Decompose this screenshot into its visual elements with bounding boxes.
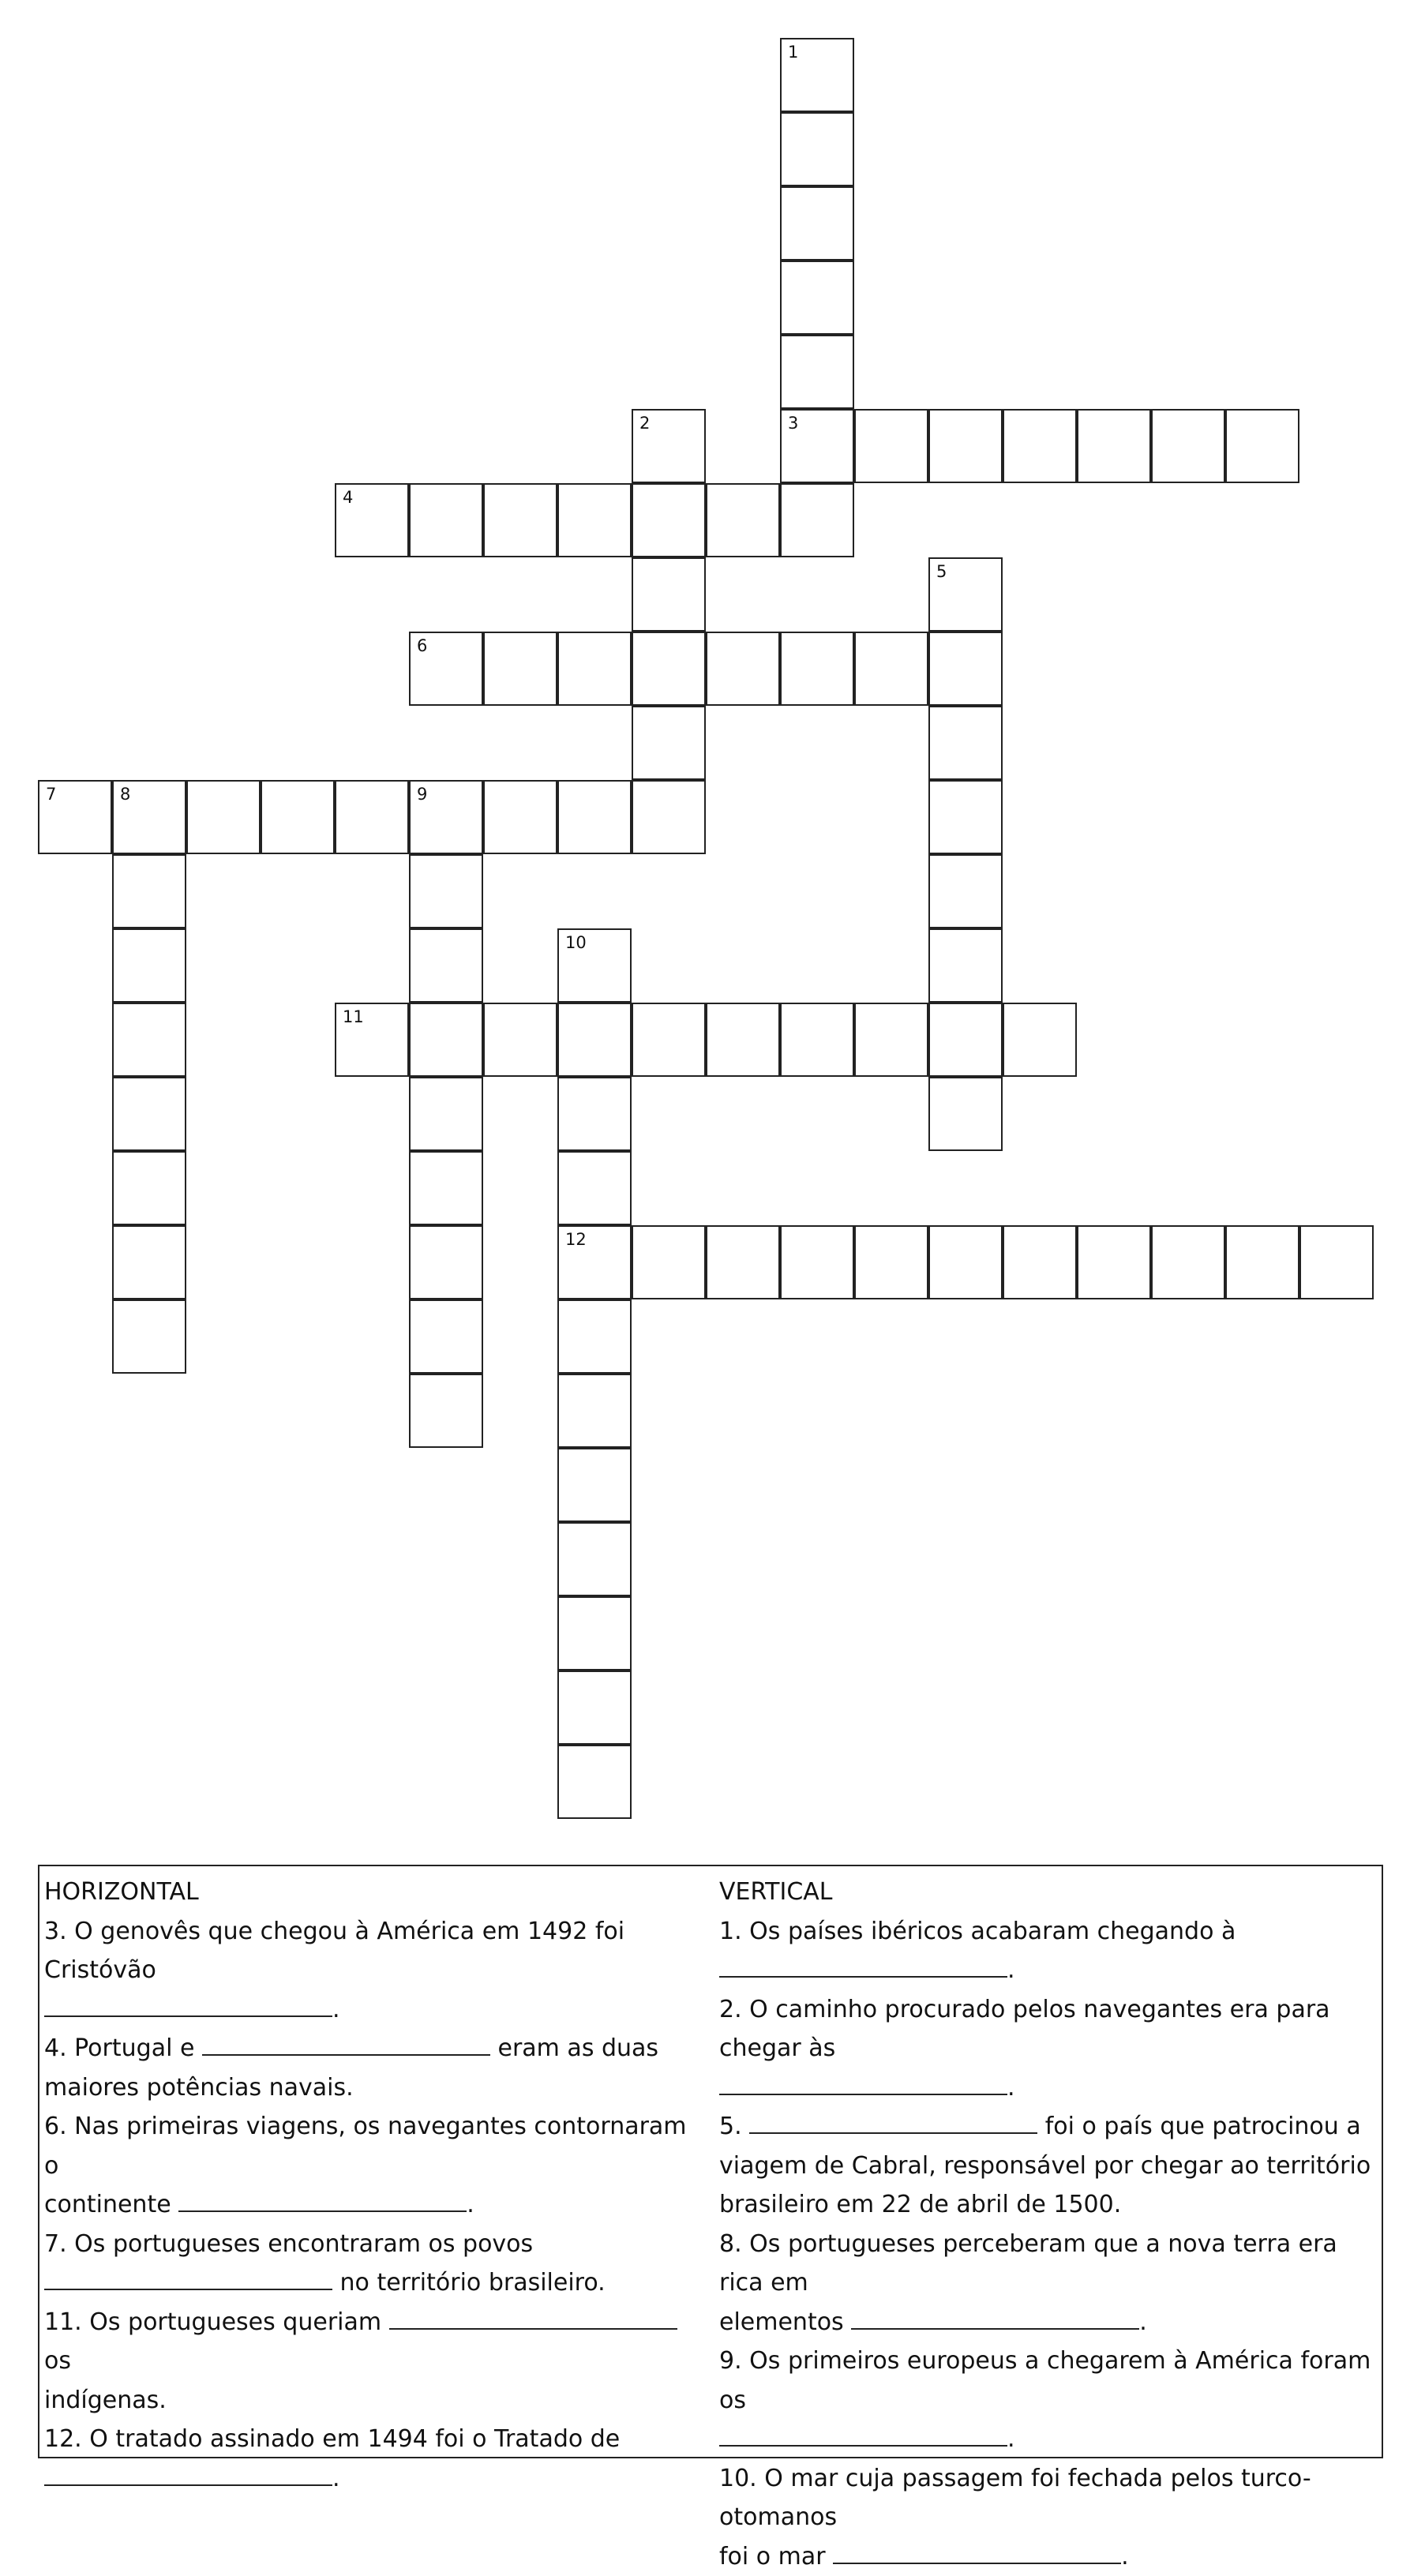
grid-cell[interactable]: [1003, 1003, 1077, 1077]
grid-cell[interactable]: [409, 1374, 483, 1448]
grid-cell[interactable]: [706, 483, 780, 557]
grid-cell[interactable]: [928, 854, 1003, 928]
horizontal-heading: HORIZONTAL: [44, 1873, 706, 1912]
grid-cell[interactable]: [706, 632, 780, 706]
clue-number: 7: [46, 786, 56, 803]
clue-11-across: 11. Os portugueses queriam os: [44, 2303, 706, 2381]
clue-number: 2: [639, 415, 650, 432]
answer-blank: [719, 2071, 1007, 2095]
grid-cell[interactable]: [928, 1003, 1003, 1077]
grid-cell[interactable]: [632, 780, 706, 854]
clue-9-down-blank-line: .: [719, 2420, 1381, 2459]
grid-cell[interactable]: [1003, 409, 1077, 483]
grid-cell[interactable]: [1003, 1225, 1077, 1299]
grid-cell[interactable]: [483, 632, 557, 706]
grid-cell[interactable]: [780, 483, 854, 557]
clue-1-down: 1. Os países ibéricos acabaram chegando à: [719, 1912, 1381, 1952]
grid-cell[interactable]: [854, 1225, 928, 1299]
clue-number: 1: [788, 44, 798, 61]
clue-7-across-cont: no território brasileiro.: [44, 2263, 706, 2303]
answer-blank: [851, 2305, 1139, 2330]
answer-blank: [719, 1954, 1007, 1978]
grid-cell[interactable]: [557, 1151, 632, 1225]
grid-cell[interactable]: [557, 1374, 632, 1448]
grid-cell[interactable]: [557, 632, 632, 706]
grid-cell[interactable]: [409, 1299, 483, 1374]
answer-blank: [833, 2540, 1121, 2564]
grid-cell[interactable]: [928, 706, 1003, 780]
grid-cell[interactable]: [1225, 409, 1299, 483]
grid-cell[interactable]: [112, 780, 186, 854]
grid-cell[interactable]: [557, 1745, 632, 1819]
grid-cell[interactable]: [1077, 1225, 1151, 1299]
answer-blank: [44, 2267, 332, 2291]
clue-11-across-cont: indígenas.: [44, 2381, 706, 2420]
grid-cell[interactable]: [1299, 1225, 1374, 1299]
grid-cell[interactable]: [1151, 409, 1225, 483]
grid-cell[interactable]: [557, 1077, 632, 1151]
grid-cell[interactable]: [38, 780, 112, 854]
grid-cell[interactable]: [706, 1225, 780, 1299]
grid-cell[interactable]: [780, 335, 854, 409]
clue-number: 4: [343, 489, 353, 506]
grid-cell[interactable]: [1151, 1225, 1225, 1299]
clue-10-down: 10. O mar cuja passagem foi fechada pelos turco-otomanos: [719, 2459, 1381, 2537]
grid-cell[interactable]: [854, 409, 928, 483]
clue-number: 8: [120, 786, 130, 803]
grid-cell[interactable]: [409, 854, 483, 928]
grid-cell[interactable]: [557, 1522, 632, 1596]
answer-blank: [178, 2188, 467, 2213]
clue-6-across: 6. Nas primeiras viagens, os navegantes contornaram o: [44, 2107, 706, 2185]
clue-number: 11: [343, 1009, 364, 1026]
grid-cell[interactable]: [780, 261, 854, 335]
grid-cell[interactable]: [557, 1299, 632, 1374]
clue-4-across-cont: maiores potências navais.: [44, 2068, 706, 2108]
horizontal-clues: [44, 1873, 706, 2498]
grid-cell[interactable]: [557, 928, 632, 1003]
grid-cell[interactable]: [928, 409, 1003, 483]
grid-cell[interactable]: [632, 1003, 706, 1077]
clues-box: [38, 1865, 1383, 2458]
grid-cell[interactable]: [112, 1299, 186, 1374]
grid-cell[interactable]: [409, 1151, 483, 1225]
grid-cell[interactable]: [186, 780, 261, 854]
clue-number: 10: [565, 935, 587, 951]
clue-5-down: 5. foi o país que patrocinou a: [719, 2107, 1381, 2147]
clue-1-down-blank-line: .: [719, 1951, 1381, 1990]
grid-cell[interactable]: [780, 409, 854, 483]
clue-number: 5: [936, 564, 947, 580]
clue-4-across: 4. Portugal e eram as duas: [44, 2029, 706, 2068]
grid-cell[interactable]: [780, 632, 854, 706]
grid-cell[interactable]: [112, 928, 186, 1003]
clue-5-down-cont2: brasileiro em 22 de abril de 1500.: [719, 2185, 1381, 2225]
grid-cell[interactable]: [780, 112, 854, 186]
answer-blank: [44, 1993, 332, 2017]
answer-blank: [389, 2305, 677, 2330]
grid-cell[interactable]: [928, 780, 1003, 854]
grid-cell[interactable]: [335, 483, 409, 557]
grid-cell[interactable]: [1225, 1225, 1299, 1299]
grid-cell[interactable]: [780, 186, 854, 261]
grid-cell[interactable]: [557, 1596, 632, 1670]
grid-cell[interactable]: [112, 1151, 186, 1225]
vertical-clues: [719, 1873, 1381, 2576]
answer-blank: [44, 2462, 332, 2486]
clue-10-down-cont: foi o mar .: [719, 2537, 1381, 2576]
answer-blank: [749, 2110, 1037, 2135]
grid-cell[interactable]: [112, 1077, 186, 1151]
grid-cell[interactable]: [112, 1225, 186, 1299]
clue-12-across-blank-line: .: [44, 2459, 706, 2499]
grid-cell[interactable]: [112, 1003, 186, 1077]
grid-cell[interactable]: [928, 557, 1003, 632]
grid-cell[interactable]: [409, 632, 483, 706]
grid-cell[interactable]: [557, 780, 632, 854]
grid-cell[interactable]: [854, 632, 928, 706]
grid-cell[interactable]: [409, 928, 483, 1003]
grid-cell[interactable]: [854, 1003, 928, 1077]
clue-2-down-blank-line: .: [719, 2068, 1381, 2108]
clue-5-down-cont: viagem de Cabral, responsável por chegar ao território: [719, 2147, 1381, 2186]
clue-7-across: 7. Os portugueses encontraram os povos: [44, 2225, 706, 2264]
clue-3-across-blank-line: .: [44, 1990, 706, 2030]
grid-cell[interactable]: [780, 1003, 854, 1077]
grid-cell[interactable]: [483, 780, 557, 854]
grid-cell[interactable]: [261, 780, 335, 854]
clue-number: 9: [417, 786, 427, 803]
grid-cell[interactable]: [409, 1003, 483, 1077]
clue-3-across: 3. O genovês que chegou à América em 1492 foi Cristóvão: [44, 1912, 706, 1990]
vertical-heading: VERTICAL: [719, 1873, 1381, 1912]
clue-12-across: 12. O tratado assinado em 1494 foi o Tratado de: [44, 2420, 706, 2459]
clue-2-down: 2. O caminho procurado pelos navegantes era para chegar às: [719, 1990, 1381, 2068]
grid-cell[interactable]: [928, 1077, 1003, 1151]
grid-cell[interactable]: [409, 483, 483, 557]
grid-cell[interactable]: [780, 1225, 854, 1299]
grid-cell[interactable]: [557, 1003, 632, 1077]
grid-cell[interactable]: [557, 1448, 632, 1522]
grid-cell[interactable]: [335, 1003, 409, 1077]
grid-cell[interactable]: [928, 1225, 1003, 1299]
clue-8-down: 8. Os portugueses perceberam que a nova terra era rica em: [719, 2225, 1381, 2303]
grid-cell[interactable]: [335, 780, 409, 854]
clue-9-down: 9. Os primeiros europeus a chegarem à América foram os: [719, 2342, 1381, 2420]
grid-cell[interactable]: [1077, 409, 1151, 483]
clue-6-across-cont: continente .: [44, 2185, 706, 2225]
grid-cell[interactable]: [706, 1003, 780, 1077]
clue-number: 3: [788, 415, 798, 432]
grid-cell[interactable]: [409, 1077, 483, 1151]
grid-cell[interactable]: [632, 409, 706, 483]
grid-cell[interactable]: [928, 632, 1003, 706]
grid-cell[interactable]: [483, 1003, 557, 1077]
clue-number: 12: [565, 1232, 587, 1248]
answer-blank: [719, 2423, 1007, 2447]
grid-cell[interactable]: [632, 1225, 706, 1299]
grid-cell[interactable]: [557, 483, 632, 557]
grid-cell[interactable]: [409, 1225, 483, 1299]
grid-cell[interactable]: [483, 483, 557, 557]
clue-number: 6: [417, 638, 427, 654]
grid-cell[interactable]: [409, 780, 483, 854]
clue-8-down-cont: elementos .: [719, 2303, 1381, 2342]
grid-cell[interactable]: [780, 38, 854, 112]
grid-cell[interactable]: [557, 1670, 632, 1745]
grid-cell[interactable]: [632, 483, 706, 557]
grid-cell[interactable]: [557, 1225, 632, 1299]
grid-cell[interactable]: [632, 557, 706, 632]
grid-cell[interactable]: [632, 632, 706, 706]
answer-blank: [202, 2032, 490, 2057]
grid-cell[interactable]: [632, 706, 706, 780]
grid-cell[interactable]: [112, 854, 186, 928]
grid-cell[interactable]: [928, 928, 1003, 1003]
